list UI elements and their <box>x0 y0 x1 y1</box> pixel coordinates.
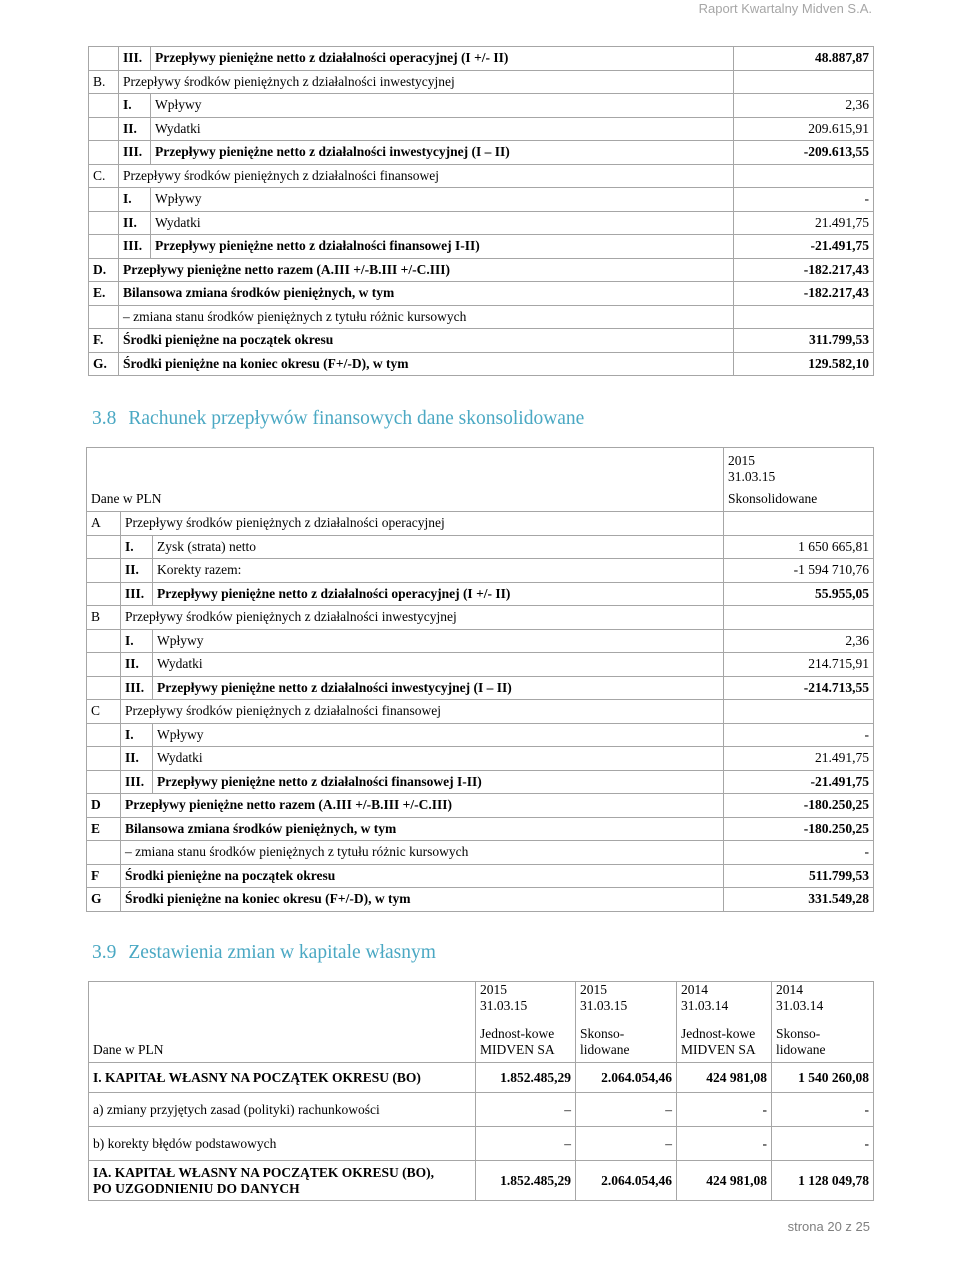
row-code: III. <box>121 770 153 794</box>
row-indent <box>89 117 119 141</box>
row-code: D <box>87 794 121 818</box>
row-code: F <box>87 864 121 888</box>
table-row <box>87 535 874 559</box>
row-indent <box>89 188 119 212</box>
row-label: Przepływy pieniężne netto z działalności operacyjnej (I +/- II) <box>153 582 724 606</box>
t3-col-type1: Skonso- <box>580 1026 625 1041</box>
row-indent <box>87 723 121 747</box>
t3-col-type2: lidowane <box>580 1042 630 1057</box>
t3-col-year: 2015 <box>480 982 507 997</box>
table-row <box>89 141 874 165</box>
row-indent <box>87 841 121 865</box>
row-code: II. <box>121 653 153 677</box>
row-value: 424 981,08 <box>677 1161 772 1201</box>
t3-col-year: 2014 <box>681 982 708 997</box>
row-value: 129.582,10 <box>734 352 874 376</box>
t3-col-date: 31.03.14 <box>681 998 729 1013</box>
row-label: Wpływy <box>153 723 724 747</box>
table-row <box>87 582 874 606</box>
table-row <box>87 653 874 677</box>
row-code: B <box>87 606 121 630</box>
table-row <box>89 211 874 235</box>
table-row <box>89 1063 874 1093</box>
row-code: II. <box>119 117 151 141</box>
row-label: Przepływy pieniężne netto z działalności inwestycyjnej (I – II) <box>153 676 724 700</box>
row-code: G. <box>89 352 119 376</box>
row-code: C <box>87 700 121 724</box>
table-row <box>89 164 874 188</box>
row-value: - <box>724 841 874 865</box>
table-row <box>89 117 874 141</box>
row-label: Wydatki <box>151 211 734 235</box>
t2-head-period: 2015 31.03.15 Skonsolidowane <box>724 448 874 512</box>
row-label: Wpływy <box>151 94 734 118</box>
table-row <box>89 235 874 259</box>
t3-col-year: 2015 <box>580 982 607 997</box>
row-value: 424 981,08 <box>677 1063 772 1093</box>
table-row <box>87 700 874 724</box>
row-code: III. <box>119 141 151 165</box>
table-row <box>87 841 874 865</box>
table-row <box>87 629 874 653</box>
row-indent <box>87 559 121 583</box>
row-indent <box>89 141 119 165</box>
row-value: -180.250,25 <box>724 794 874 818</box>
row-value: 511.799,53 <box>724 864 874 888</box>
row-code: I. <box>121 535 153 559</box>
table-row <box>89 1093 874 1127</box>
table-row <box>87 817 874 841</box>
table-row <box>89 47 874 71</box>
row-indent <box>89 305 119 329</box>
row-value: 55.955,05 <box>724 582 874 606</box>
row-value: 21.491,75 <box>724 747 874 771</box>
table-row <box>89 282 874 306</box>
row-label: Środki pieniężne na początek okresu <box>121 864 724 888</box>
row-value: – <box>476 1127 576 1161</box>
t3-col-head <box>677 982 772 1063</box>
section-3-8-heading: 3.8 Rachunek przepływów finansowych dane skonsolidowane <box>92 408 585 429</box>
row-value: – <box>576 1127 677 1161</box>
t3-col-head <box>476 982 576 1063</box>
row-label-line: IA. KAPITAŁ WŁASNY NA POCZĄTEK OKRESU (BO), <box>93 1164 435 1180</box>
row-code: III. <box>119 47 151 71</box>
row-code: III. <box>121 582 153 606</box>
row-value: 209.615,91 <box>734 117 874 141</box>
row-label-line: I. KAPITAŁ WŁASNY NA POCZĄTEK OKRESU (BO) <box>93 1069 421 1085</box>
row-label: Bilansowa zmiana środków pieniężnych, w tym <box>119 282 734 306</box>
row-value: 48.887,87 <box>734 47 874 71</box>
row-code: E. <box>89 282 119 306</box>
row-label: Wydatki <box>153 653 724 677</box>
row-value: 1.852.485,29 <box>476 1063 576 1093</box>
row-label: Przepływy pieniężne netto z działalności operacyjnej (I +/- II) <box>151 47 734 71</box>
t3-col-type2: lidowane <box>776 1042 826 1057</box>
row-indent <box>87 535 121 559</box>
row-value: - <box>772 1093 874 1127</box>
equity-changes-table <box>88 981 874 1201</box>
row-indent <box>87 629 121 653</box>
row-label: Środki pieniężne na koniec okresu (F+/-D), w tym <box>121 888 724 912</box>
row-value: 21.491,75 <box>734 211 874 235</box>
row-label-line: PO UZGODNIENIU DO DANYCH <box>93 1180 300 1196</box>
row-value: -1 594 710,76 <box>724 559 874 583</box>
row-code: I. <box>119 188 151 212</box>
row-label: Przepływy pieniężne netto razem (A.III +/-B.III +/-C.III) <box>119 258 734 282</box>
row-value <box>724 512 874 536</box>
table-row <box>87 512 874 536</box>
t3-col-type2: MIDVEN SA <box>480 1042 555 1057</box>
cashflow-table-standalone <box>88 46 874 376</box>
row-code: III. <box>121 676 153 700</box>
row-value: – <box>476 1093 576 1127</box>
row-label: Przepływy pieniężne netto z działalności finansowej I-II) <box>153 770 724 794</box>
row-label-line: b) korekty błędów podstawowych <box>93 1135 277 1151</box>
row-value: - <box>677 1093 772 1127</box>
row-value: - <box>734 188 874 212</box>
row-label <box>89 1093 476 1127</box>
page-number: strona 20 z 25 <box>787 1219 870 1234</box>
row-label: Środki pieniężne na początek okresu <box>119 329 734 353</box>
row-code: G <box>87 888 121 912</box>
row-label: Zysk (strata) netto <box>153 535 724 559</box>
row-label: Korekty razem: <box>153 559 724 583</box>
row-code: I. <box>121 723 153 747</box>
table-row <box>89 305 874 329</box>
table-row <box>87 559 874 583</box>
table-row <box>89 94 874 118</box>
row-value: 1.852.485,29 <box>476 1161 576 1201</box>
row-label: Wydatki <box>151 117 734 141</box>
table-row <box>87 794 874 818</box>
table-row <box>87 864 874 888</box>
row-label <box>89 1063 476 1093</box>
t3-col-head <box>772 982 874 1063</box>
row-indent <box>87 653 121 677</box>
row-code: D. <box>89 258 119 282</box>
row-value: – <box>576 1093 677 1127</box>
table-row <box>87 606 874 630</box>
row-value: -21.491,75 <box>724 770 874 794</box>
row-code: C. <box>89 164 119 188</box>
row-label: – zmiana stanu środków pieniężnych z tytułu różnic kursowych <box>121 841 724 865</box>
row-code: E <box>87 817 121 841</box>
row-indent <box>87 747 121 771</box>
table-row <box>87 888 874 912</box>
row-value: -209.613,55 <box>734 141 874 165</box>
t3-head-label: Dane w PLN <box>89 982 476 1063</box>
row-label: Przepływy środków pieniężnych z działalności inwestycyjnej <box>119 70 734 94</box>
row-value: -214.713,55 <box>724 676 874 700</box>
row-label: Wpływy <box>153 629 724 653</box>
table-row <box>87 676 874 700</box>
table-row <box>89 329 874 353</box>
t3-col-head <box>576 982 677 1063</box>
row-code: B. <box>89 70 119 94</box>
row-indent <box>89 94 119 118</box>
t3-col-year: 2014 <box>776 982 803 997</box>
row-value: 2,36 <box>724 629 874 653</box>
row-label: Przepływy pieniężne netto z działalności inwestycyjnej (I – II) <box>151 141 734 165</box>
row-label <box>89 1127 476 1161</box>
row-value: -182.217,43 <box>734 282 874 306</box>
row-label: Przepływy pieniężne netto razem (A.III +/-B.III +/-C.III) <box>121 794 724 818</box>
row-value: 1 128 049,78 <box>772 1161 874 1201</box>
row-value: 1 540 260,08 <box>772 1063 874 1093</box>
row-indent <box>87 582 121 606</box>
row-value: 2.064.054,46 <box>576 1063 677 1093</box>
report-header: Raport Kwartalny Midven S.A. <box>698 1 872 16</box>
row-value <box>724 700 874 724</box>
row-value: 331.549,28 <box>724 888 874 912</box>
row-indent <box>89 47 119 71</box>
row-code: I. <box>119 94 151 118</box>
row-code: F. <box>89 329 119 353</box>
row-label: Wydatki <box>153 747 724 771</box>
table-row <box>89 188 874 212</box>
row-value: 2.064.054,46 <box>576 1161 677 1201</box>
row-label: Przepływy środków pieniężnych z działalności inwestycyjnej <box>121 606 724 630</box>
t3-col-type2: MIDVEN SA <box>681 1042 756 1057</box>
row-label-line: a) zmiany przyjętych zasad (polityki) rachunkowości <box>93 1101 380 1117</box>
t3-col-date: 31.03.15 <box>580 998 628 1013</box>
row-label: Wpływy <box>151 188 734 212</box>
section-3-9-heading: 3.9 Zestawienia zmian w kapitale własnym <box>92 942 436 963</box>
row-code: III. <box>119 235 151 259</box>
row-value <box>734 305 874 329</box>
row-label: Środki pieniężne na koniec okresu (F+/-D), w tym <box>119 352 734 376</box>
row-value: -21.491,75 <box>734 235 874 259</box>
t3-col-date: 31.03.14 <box>776 998 824 1013</box>
row-code: I. <box>121 629 153 653</box>
t2-head-label: Dane w PLN <box>87 448 724 512</box>
row-indent <box>89 211 119 235</box>
row-label: Bilansowa zmiana środków pieniężnych, w tym <box>121 817 724 841</box>
row-value: 311.799,53 <box>734 329 874 353</box>
row-value: 214.715,91 <box>724 653 874 677</box>
table-row <box>87 747 874 771</box>
table-row <box>89 1161 874 1201</box>
row-code: II. <box>121 559 153 583</box>
row-indent <box>87 770 121 794</box>
row-value: - <box>677 1127 772 1161</box>
row-value: - <box>724 723 874 747</box>
t3-col-type1: Skonso- <box>776 1026 821 1041</box>
row-value <box>734 164 874 188</box>
row-code: II. <box>121 747 153 771</box>
table-row <box>87 723 874 747</box>
table-row <box>89 1127 874 1161</box>
row-label <box>89 1161 476 1201</box>
t3-col-type1: Jednost-kowe <box>681 1026 756 1041</box>
row-label: Przepływy środków pieniężnych z działalności finansowej <box>119 164 734 188</box>
row-value: 1 650 665,81 <box>724 535 874 559</box>
row-value: -180.250,25 <box>724 817 874 841</box>
table-row <box>87 770 874 794</box>
row-label: Przepływy środków pieniężnych z działalności finansowej <box>121 700 724 724</box>
row-value <box>734 70 874 94</box>
row-code: A <box>87 512 121 536</box>
table-row <box>89 70 874 94</box>
row-label: Przepływy pieniężne netto z działalności finansowej I-II) <box>151 235 734 259</box>
t3-col-type1: Jednost-kowe <box>480 1026 555 1041</box>
table-row <box>89 258 874 282</box>
row-code: II. <box>119 211 151 235</box>
row-value <box>724 606 874 630</box>
row-indent <box>87 676 121 700</box>
table-row <box>89 352 874 376</box>
row-value: -182.217,43 <box>734 258 874 282</box>
row-indent <box>89 235 119 259</box>
t3-col-date: 31.03.15 <box>480 998 528 1013</box>
row-value: - <box>772 1127 874 1161</box>
row-label: Przepływy środków pieniężnych z działalności operacyjnej <box>121 512 724 536</box>
row-label: – zmiana stanu środków pieniężnych z tytułu różnic kursowych <box>119 305 734 329</box>
cashflow-table-consolidated <box>86 447 874 912</box>
row-value: 2,36 <box>734 94 874 118</box>
